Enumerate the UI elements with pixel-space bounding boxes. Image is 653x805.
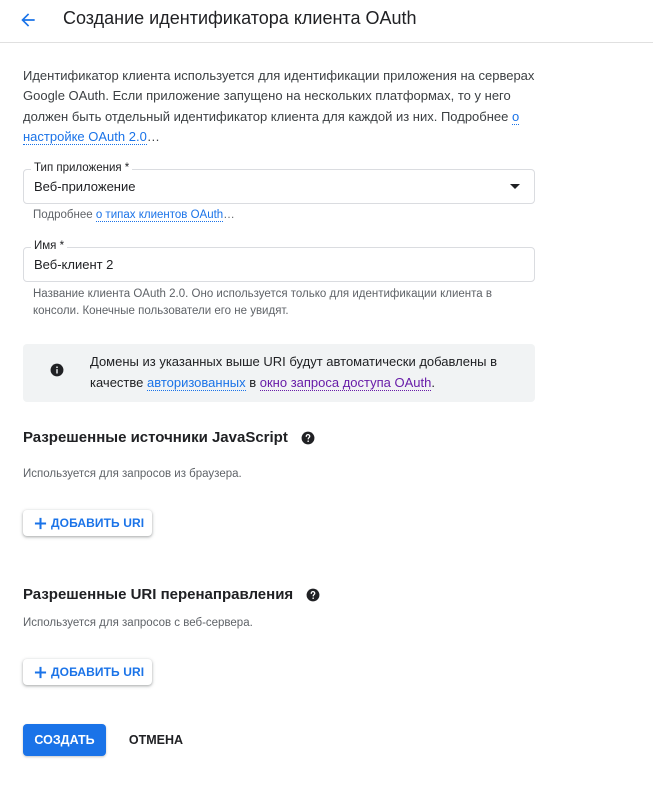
cancel-button[interactable]: ОТМЕНА — [128, 733, 184, 747]
name-value: Веб-клиент 2 — [34, 257, 114, 272]
add-js-origin-button[interactable] — [23, 510, 152, 536]
app-type-hint-prefix: Подробнее — [33, 209, 96, 221]
page-title: Создание идентификатора клиента OAuth — [63, 8, 417, 28]
oauth-setup-link[interactable]: о настройке OAuth 2.0 — [23, 108, 520, 144]
intro-suffix: … — [146, 128, 160, 144]
consent-screen-link[interactable]: окно запроса доступа OAuth — [259, 374, 432, 390]
intro-text — [23, 66, 543, 147]
js-origins-section-title — [23, 429, 315, 447]
help-icon[interactable] — [306, 588, 320, 602]
plus-icon — [23, 510, 51, 536]
redirect-uris-description: Используется для запросов с веб-сервера. — [23, 617, 253, 629]
info-text — [90, 352, 520, 393]
info-icon — [50, 363, 64, 377]
dropdown-arrow-icon — [510, 184, 520, 189]
name-field[interactable] — [23, 240, 535, 282]
intro-body: Идентификатор клиента используется для идентификации приложения на серверах Google OAuth. Если приложение запущено на нескольких платформах, то у него должен быть отдельный идентификатор клиента для каждой из них. Подробнее — [23, 68, 535, 124]
add-redirect-uri-label: ДОБАВИТЬ URI — [51, 665, 145, 679]
js-origins-title: Разрешенные источники JavaScript — [23, 429, 288, 446]
authorized-link[interactable]: авторизованных — [146, 374, 246, 390]
arrow-back-icon — [18, 10, 38, 30]
info-text-part1: Домены из указанных выше URI будут автоматически добавлены в качестве — [90, 354, 497, 390]
js-origins-description: Используется для запросов из браузера. — [23, 468, 242, 480]
app-type-hint — [33, 207, 235, 224]
app-type-value: Веб-приложение — [34, 179, 136, 194]
app-type-select[interactable] — [23, 162, 535, 204]
redirect-uris-title: Разрешенные URI перенаправления — [23, 586, 294, 603]
info-text-part2: в — [245, 374, 260, 390]
help-icon[interactable] — [301, 431, 315, 445]
redirect-uris-section-title — [23, 586, 320, 604]
create-button[interactable]: СОЗДАТЬ — [23, 724, 106, 756]
client-types-link[interactable]: о типах клиентов OAuth — [95, 209, 224, 221]
name-label: Имя * — [31, 239, 67, 253]
info-text-part3: . — [431, 374, 435, 390]
add-js-origin-label: ДОБАВИТЬ URI — [51, 516, 145, 530]
page-header — [0, 0, 653, 43]
name-hint: Название клиента OAuth 2.0. Оно используется только для идентификации клиента в консоли. Конечные пользователи его не увидят. — [33, 288, 492, 317]
app-type-label: Тип приложения * — [31, 161, 132, 175]
info-banner — [23, 344, 535, 402]
add-redirect-uri-button[interactable] — [23, 659, 152, 685]
plus-icon — [23, 659, 51, 685]
app-type-hint-suffix: … — [223, 209, 235, 221]
back-button[interactable] — [14, 6, 42, 34]
